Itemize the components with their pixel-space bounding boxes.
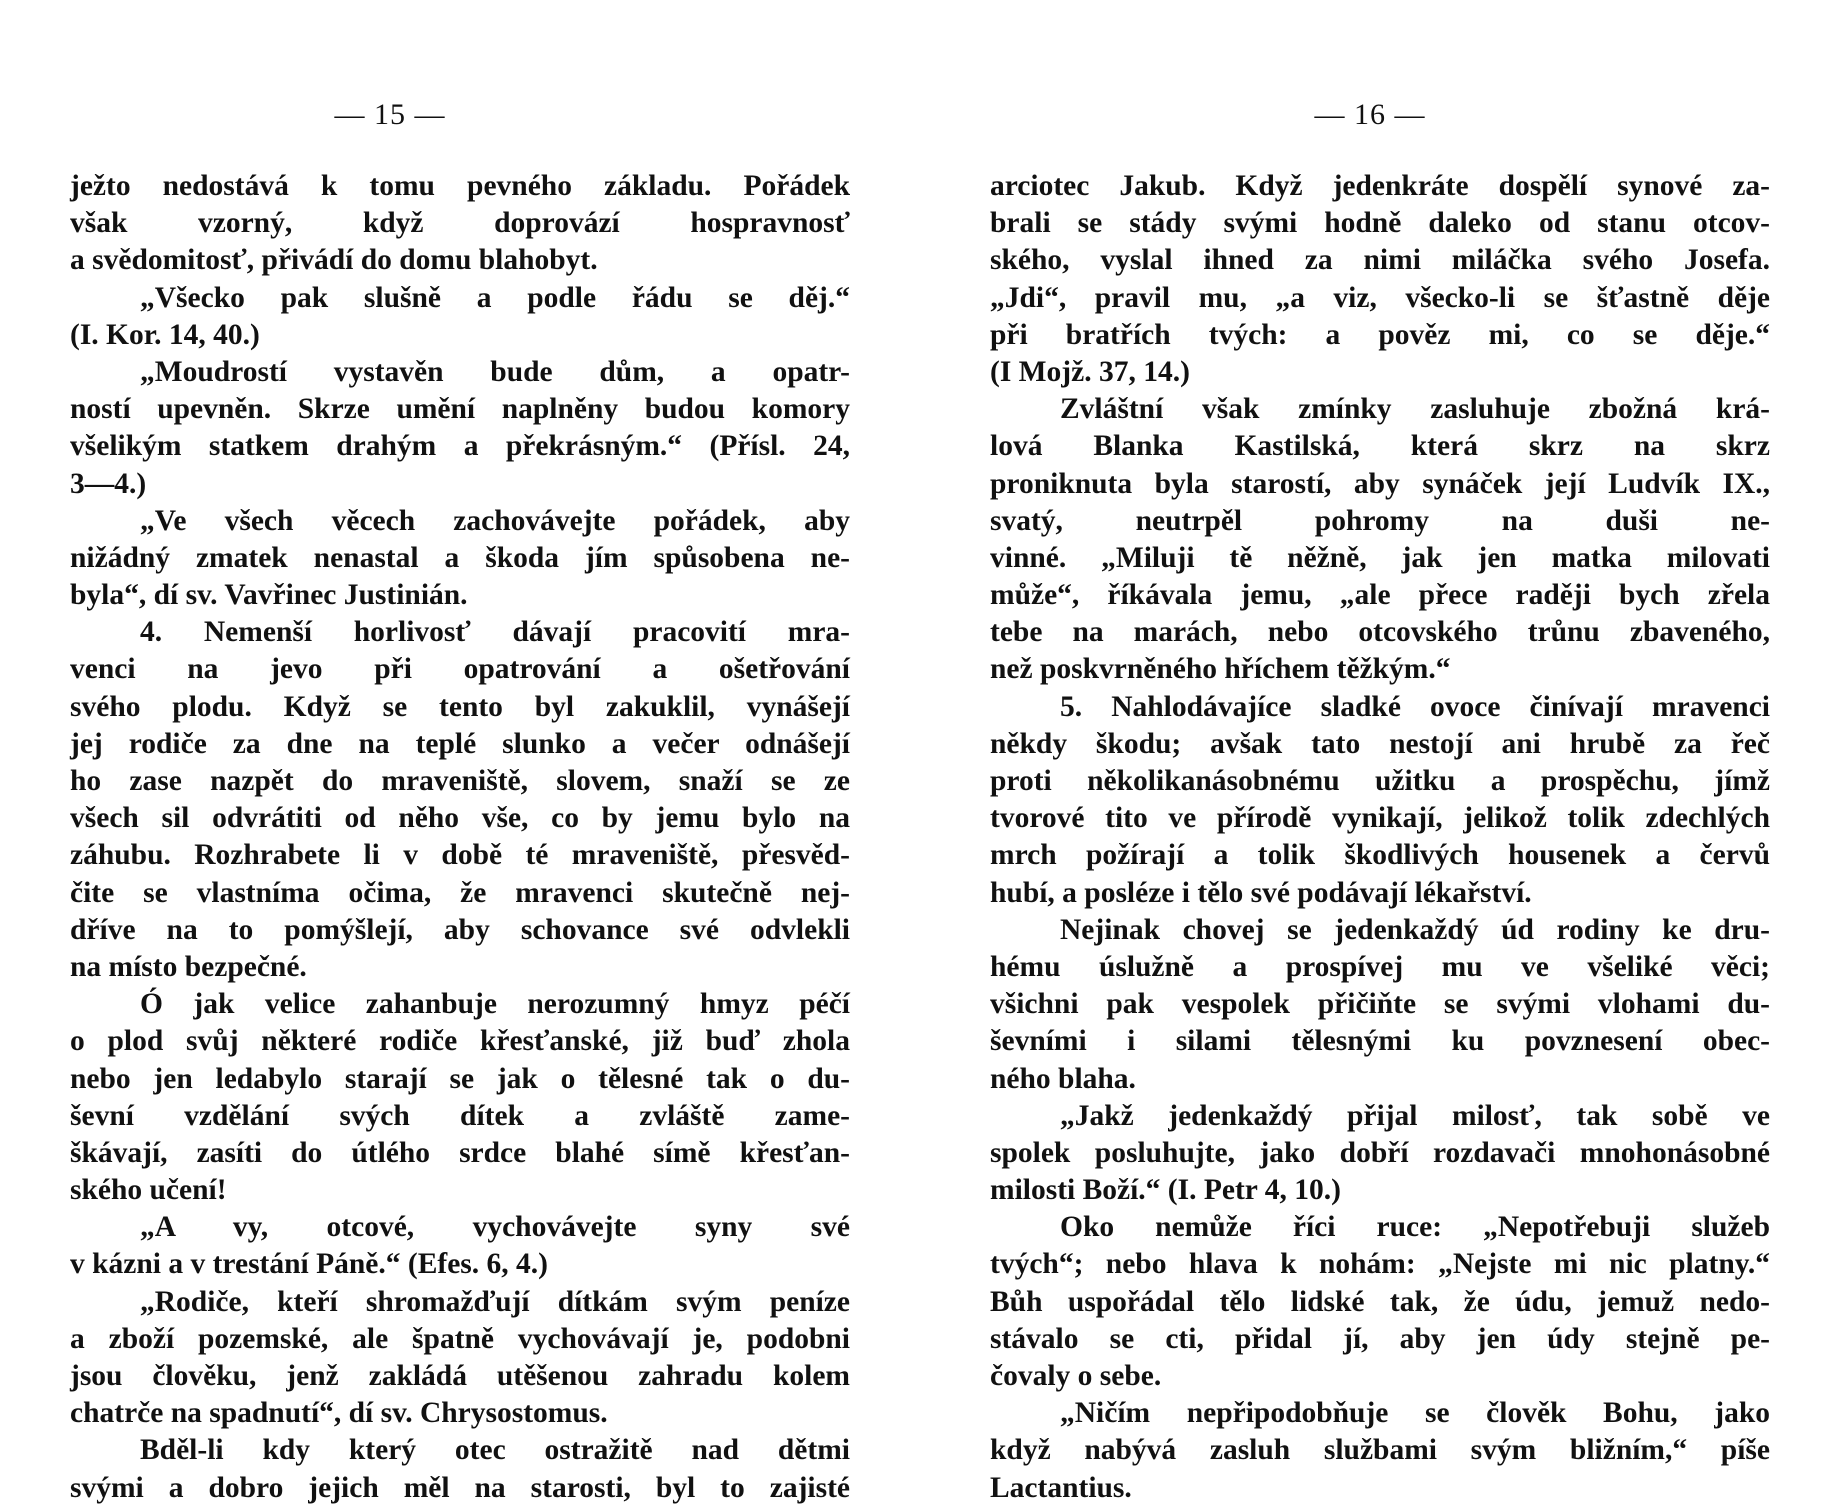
text-line: svého plodu. Když se tento byl zakuklil, vynášejí bbox=[70, 690, 850, 723]
text-line: všelikým statkem drahým a překrásným.“ (Přísl. 24, bbox=[70, 430, 850, 463]
text-line: hubí, a posléze i tělo své podávají lékařství. bbox=[990, 876, 1532, 909]
text-line: „Jdi“, pravil mu, „a viz, všecko-li se šťastně děje bbox=[990, 281, 1770, 314]
text-line: když nabývá zasluh službami svým bližním,“ píše bbox=[990, 1434, 1770, 1467]
text-line: Nejinak chovej se jedenkaždý úd rodiny ke dru- bbox=[1060, 913, 1770, 946]
text-line: na místo bezpečné. bbox=[70, 950, 307, 983]
text-line: „Ve všech věcech zachovávejte pořádek, aby bbox=[140, 504, 850, 537]
text-line: „Všecko pak slušně a podle řádu se děj.“ bbox=[140, 281, 850, 314]
text-line: někdy škodu; avšak tato nestojí ani hrubě za řeč bbox=[990, 727, 1770, 760]
text-line: o plod svůj některé rodiče křesťanské, již buď zhola bbox=[70, 1025, 850, 1058]
text-line: svatý, neutrpěl pohromy na duši ne- bbox=[990, 504, 1770, 537]
text-line: ježto nedostává k tomu pevného základu. Pořádek bbox=[70, 170, 850, 202]
text-line: ného blaha. bbox=[990, 1062, 1136, 1095]
text-line: tvých“; nebo hlava k nohám: „Nejste mi nic platny.“ bbox=[990, 1248, 1770, 1281]
text-line: venci na jevo při opatrování a ošetřování bbox=[70, 653, 850, 686]
text-line: ho zase nazpět do mraveniště, slovem, snaží se ze bbox=[70, 765, 850, 797]
text-line: tvorové tito ve přírodě vynikají, jelikož tolik zdechlých bbox=[990, 802, 1770, 835]
text-line: tebe na marách, nebo otcovského trůnu zbaveného, bbox=[990, 616, 1770, 649]
text-line: nebo jen ledabylo starají se jak o tělesné tak o du- bbox=[70, 1062, 850, 1095]
text-line: záhubu. Rozhrabete li v době té mraveniště, přesvěd- bbox=[70, 839, 850, 872]
text-line: všech sil odvrátiti od něho vše, co by jemu bylo na bbox=[70, 802, 850, 835]
page-body-text bbox=[990, 168, 1770, 1507]
text-line: Oko nemůže říci ruce: „Nepotřebuji služeb bbox=[1060, 1211, 1770, 1244]
text-line: 3—4.) bbox=[70, 467, 147, 500]
text-line: svými a dobro jejich měl na starosti, byl to zajisté bbox=[70, 1471, 850, 1504]
text-line: škávají, zasíti do útlého srdce blahé símě křesťan- bbox=[70, 1136, 850, 1169]
text-line: milosti Boží.“ (I. Petr 4, 10.) bbox=[990, 1174, 1341, 1207]
text-line: jsou člověku, jenž zakládá utěšenou zahradu kolem bbox=[70, 1360, 850, 1392]
text-line: Bůh uspořádal tělo lidské tak, že údu, jemuž nedo- bbox=[990, 1285, 1770, 1318]
text-line: Zvláštní však zmínky zasluhuje zbožná krá- bbox=[1060, 393, 1770, 426]
text-line: při bratřích tvých: a pověz mi, co se děje.“ bbox=[990, 318, 1770, 351]
text-line: ského učení! bbox=[70, 1174, 227, 1207]
text-line: „Ničím nepřipodobňuje se člověk Bohu, jako bbox=[1060, 1397, 1770, 1430]
right-page bbox=[990, 0, 1790, 1504]
text-line: ností upevněn. Skrze umění naplněny budou komory bbox=[70, 393, 850, 426]
text-line: ševními i silami tělesnými ku povznesení obec- bbox=[990, 1025, 1770, 1058]
text-line: brali se stády svými hodně daleko od stanu otcov- bbox=[990, 207, 1770, 240]
text-line: všichni pak vespolek přičiňte se svými vlohami du- bbox=[990, 988, 1770, 1021]
text-line: „Jakž jedenkaždý přijal milosť, tak sobě ve bbox=[1060, 1099, 1770, 1132]
page-number: — 16 — bbox=[1314, 98, 1426, 131]
text-line: stávalo se cti, přidal jí, aby jen údy stejně pe- bbox=[990, 1322, 1770, 1355]
text-line: jej rodiče za dne na teplé slunko a večer odnášejí bbox=[70, 727, 850, 760]
text-line: v kázni a v trestání Páně.“ (Efes. 6, 4.) bbox=[70, 1248, 548, 1281]
text-line: lová Blanka Kastilská, která skrz na skrz bbox=[990, 430, 1770, 463]
text-line: vinné. „Miluji tě něžně, jak jen matka milovati bbox=[990, 541, 1770, 574]
text-line: ševní vzdělání svých dítek a zvláště zame- bbox=[70, 1099, 850, 1132]
text-line: spolek posluhujte, jako dobří rozdavači mnohonásobné bbox=[990, 1136, 1770, 1169]
text-line: 5. Nahlodávajíce sladké ovoce činívají mravenci bbox=[1060, 690, 1770, 723]
text-line: než poskvrněného hříchem těžkým.“ bbox=[990, 653, 1451, 686]
text-line: byla“, dí sv. Vavřinec Justinián. bbox=[70, 579, 468, 612]
page-body-text bbox=[70, 168, 850, 1507]
text-line: čovaly o sebe. bbox=[990, 1360, 1162, 1392]
text-line: a svědomitosť, přivádí do domu blahobyt. bbox=[70, 244, 598, 277]
text-line: arciotec Jakub. Když jedenkráte dospělí synové za- bbox=[990, 170, 1770, 202]
text-line: nižádný zmatek nenastal a škoda jím spůsobena ne- bbox=[70, 541, 850, 574]
text-line: Lactantius. bbox=[990, 1471, 1132, 1504]
text-line: „A vy, otcové, vychovávejte syny své bbox=[140, 1211, 850, 1244]
text-line: proti několikanásobnému užitku a prospěchu, jímž bbox=[990, 765, 1770, 797]
text-line: mrch požírají a tolik škodlivých housenek a červů bbox=[990, 839, 1770, 872]
left-page bbox=[70, 0, 870, 1504]
text-line: „Moudrostí vystavěn bude dům, a opatr- bbox=[140, 355, 850, 388]
text-line: (I Mojž. 37, 14.) bbox=[990, 355, 1190, 388]
text-line: proniknuta byla starostí, aby synáček její Ludvík IX., bbox=[990, 467, 1770, 500]
text-line: a zboží pozemské, ale špatně vychovávají je, podobni bbox=[70, 1322, 850, 1355]
page-number: — 15 — bbox=[334, 98, 446, 131]
text-line: 4. Nemenší horlivosť dávají pracovití mra- bbox=[140, 616, 850, 649]
text-line: Bděl-li kdy který otec ostražitě nad dětmi bbox=[140, 1434, 850, 1467]
text-line: však vzorný, když doprovází hospravnosť bbox=[70, 207, 850, 240]
text-line: chatrče na spadnutí“, dí sv. Chrysostomus. bbox=[70, 1397, 608, 1430]
text-line: může“, říkávala jemu, „ale přece raději bych zřela bbox=[990, 579, 1770, 612]
text-line: ského, vyslal ihned za nimi miláčka svého Josefa. bbox=[990, 244, 1770, 277]
text-line: „Rodiče, kteří shromažďují dítkám svým peníze bbox=[140, 1285, 850, 1318]
text-line: dříve na to pomýšlejí, aby schovance své odvlekli bbox=[70, 913, 850, 946]
text-line: (I. Kor. 14, 40.) bbox=[70, 318, 260, 351]
text-line: čite se vlastníma očima, že mravenci skutečně nej- bbox=[70, 876, 850, 909]
text-line: Ó jak velice zahanbuje nerozumný hmyz péčí bbox=[140, 988, 850, 1021]
text-line: hému úslužně a prospívej mu ve všeliké věci; bbox=[990, 950, 1770, 983]
